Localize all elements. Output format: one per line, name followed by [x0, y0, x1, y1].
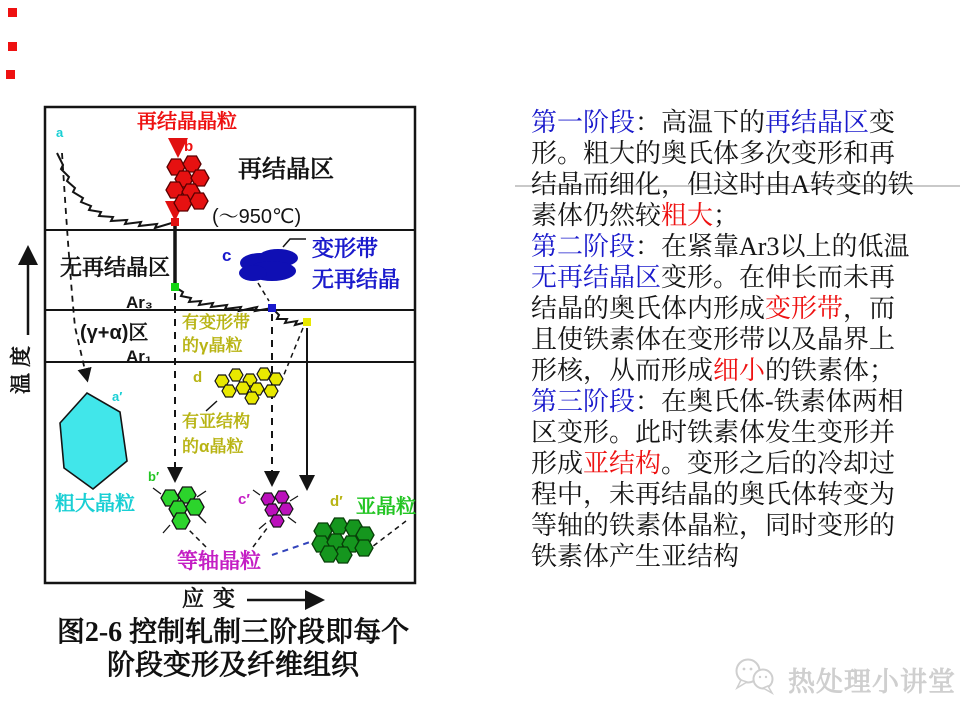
label-recryst-grain: 再结晶晶粒 [137, 111, 237, 133]
rolling-curve-stage1 [57, 153, 175, 228]
label-coarse-grain: 粗大晶粒 [55, 493, 135, 515]
text-segment: ：在奥氏体-铁素体两相 [635, 387, 904, 416]
text-segment: 第三阶段 [531, 387, 636, 416]
temperature-axis-label: 温度 [10, 340, 33, 394]
connector-equiaxed-right [253, 527, 268, 547]
label-ar1: Ar₁ [126, 347, 152, 366]
text-segment: 等轴的铁素体晶粒，同时变形的 [531, 511, 896, 540]
watermark [730, 656, 956, 702]
point-b-red [171, 218, 179, 226]
stage-description-text [531, 107, 960, 572]
text-segment: ：在紧靠Ar3以上的低温 [635, 232, 910, 261]
text-segment: 第一阶段 [531, 108, 636, 137]
text-segment: 且使铁素体在变形带以及晶界上 [531, 325, 896, 354]
label-d: d [193, 369, 203, 386]
label-temp-950: (～950℃) [212, 206, 302, 228]
text-segment: 铁素体产生亚结构 [531, 542, 740, 571]
label-a: a [56, 125, 64, 140]
red-mark [6, 70, 15, 79]
grain-cluster-green [153, 487, 206, 533]
text-segment: 结晶的奥氏体内形成 [531, 294, 766, 323]
text-segment: 变形带 [765, 294, 844, 323]
text-segment: 无再结晶区 [531, 263, 662, 292]
wechat-logo-icon [730, 656, 782, 702]
point-yellow [303, 318, 311, 326]
label-c: c [222, 246, 232, 265]
watermark-text: 热处理小讲堂 [788, 666, 956, 697]
text-segment: 形成 [531, 449, 584, 478]
text-segment: 粗大 [661, 201, 714, 230]
strain-axis-label: 应变 [182, 586, 245, 611]
point-blue [268, 304, 276, 312]
text-segment: 形。粗大的奥氏体多次变形和再 [531, 139, 896, 168]
label-c-prime: c′ [238, 491, 250, 508]
text-segment: 变 [869, 108, 896, 137]
point-green [171, 283, 179, 291]
text-segment: 变形。在伸长而未再 [661, 263, 896, 292]
text-segment: 再结晶区 [765, 108, 870, 137]
red-mark [8, 42, 17, 51]
figure-caption-line2: 阶段变形及纤维组织 [106, 650, 359, 681]
grain-coarse-cyan [60, 393, 127, 489]
text-segment: 细小 [713, 356, 766, 385]
text-segment: 结晶而细化，但这时由A转变的铁 [531, 170, 914, 199]
connector-substructure-label [206, 401, 217, 411]
label-gamma-alpha-region: (γ+α)区 [80, 322, 149, 344]
label-subgrain: 亚晶粒 [356, 496, 416, 518]
red-mark [8, 8, 17, 17]
rolling-curve-stage2 [175, 287, 272, 311]
grain-cluster-red [166, 156, 209, 211]
connector-blue-cluster [258, 283, 269, 301]
grain-cluster-darkgreen [312, 518, 374, 563]
label-b-prime: b′ [148, 469, 160, 484]
figure-caption-line1: 图2-6 控制轧制三阶段即每个 [56, 617, 410, 648]
text-segment: ：高温下的 [635, 108, 766, 137]
label-equiaxed-grain: 等轴晶粒 [177, 550, 261, 573]
text-segment: 程中，未再结晶的奥氏体转变为 [531, 480, 896, 509]
text-segment: 。变形之后的冷却过 [661, 449, 896, 478]
text-segment: ，而 [843, 294, 896, 323]
connector-yellow-dot [283, 328, 303, 377]
label-band-gamma-1: 有变形带 [182, 313, 250, 332]
text-segment: 区变形。此时铁素体发生变形并 [531, 418, 896, 447]
connector-equiaxed-darkgreen [272, 542, 310, 555]
connector-equiaxed-left [188, 529, 206, 547]
label-a-prime: a′ [112, 389, 123, 404]
text-segment: 第二阶段 [531, 232, 636, 261]
label-sub-alpha-2: 的α晶粒 [182, 437, 244, 456]
label-no-recryst-region: 无再结晶区 [60, 255, 171, 280]
grain-cluster-magenta [253, 490, 298, 529]
text-segment: 的铁素体； [765, 356, 896, 385]
text-segment: 素体仍然较 [531, 201, 662, 230]
connector-deform-band [283, 239, 306, 247]
text-segment: 亚结构 [583, 449, 662, 478]
label-recryst-region: 再结晶区 [238, 156, 334, 183]
label-sub-alpha-1: 有亚结构 [182, 412, 250, 431]
controlled-rolling-diagram [10, 95, 430, 625]
text-segment: ； [713, 201, 740, 230]
label-ar3: Ar₃ [126, 293, 153, 312]
label-d-prime: d′ [330, 493, 343, 510]
label-no-recryst: 无再结晶 [312, 267, 401, 292]
label-deform-band: 变形带 [312, 236, 379, 261]
grain-cluster-blue [239, 249, 298, 281]
label-band-gamma-2: 的γ晶粒 [182, 336, 243, 355]
label-b: b [184, 138, 194, 155]
text-segment: 形核，从而形成 [531, 356, 714, 385]
connector-subgrain [372, 521, 406, 547]
